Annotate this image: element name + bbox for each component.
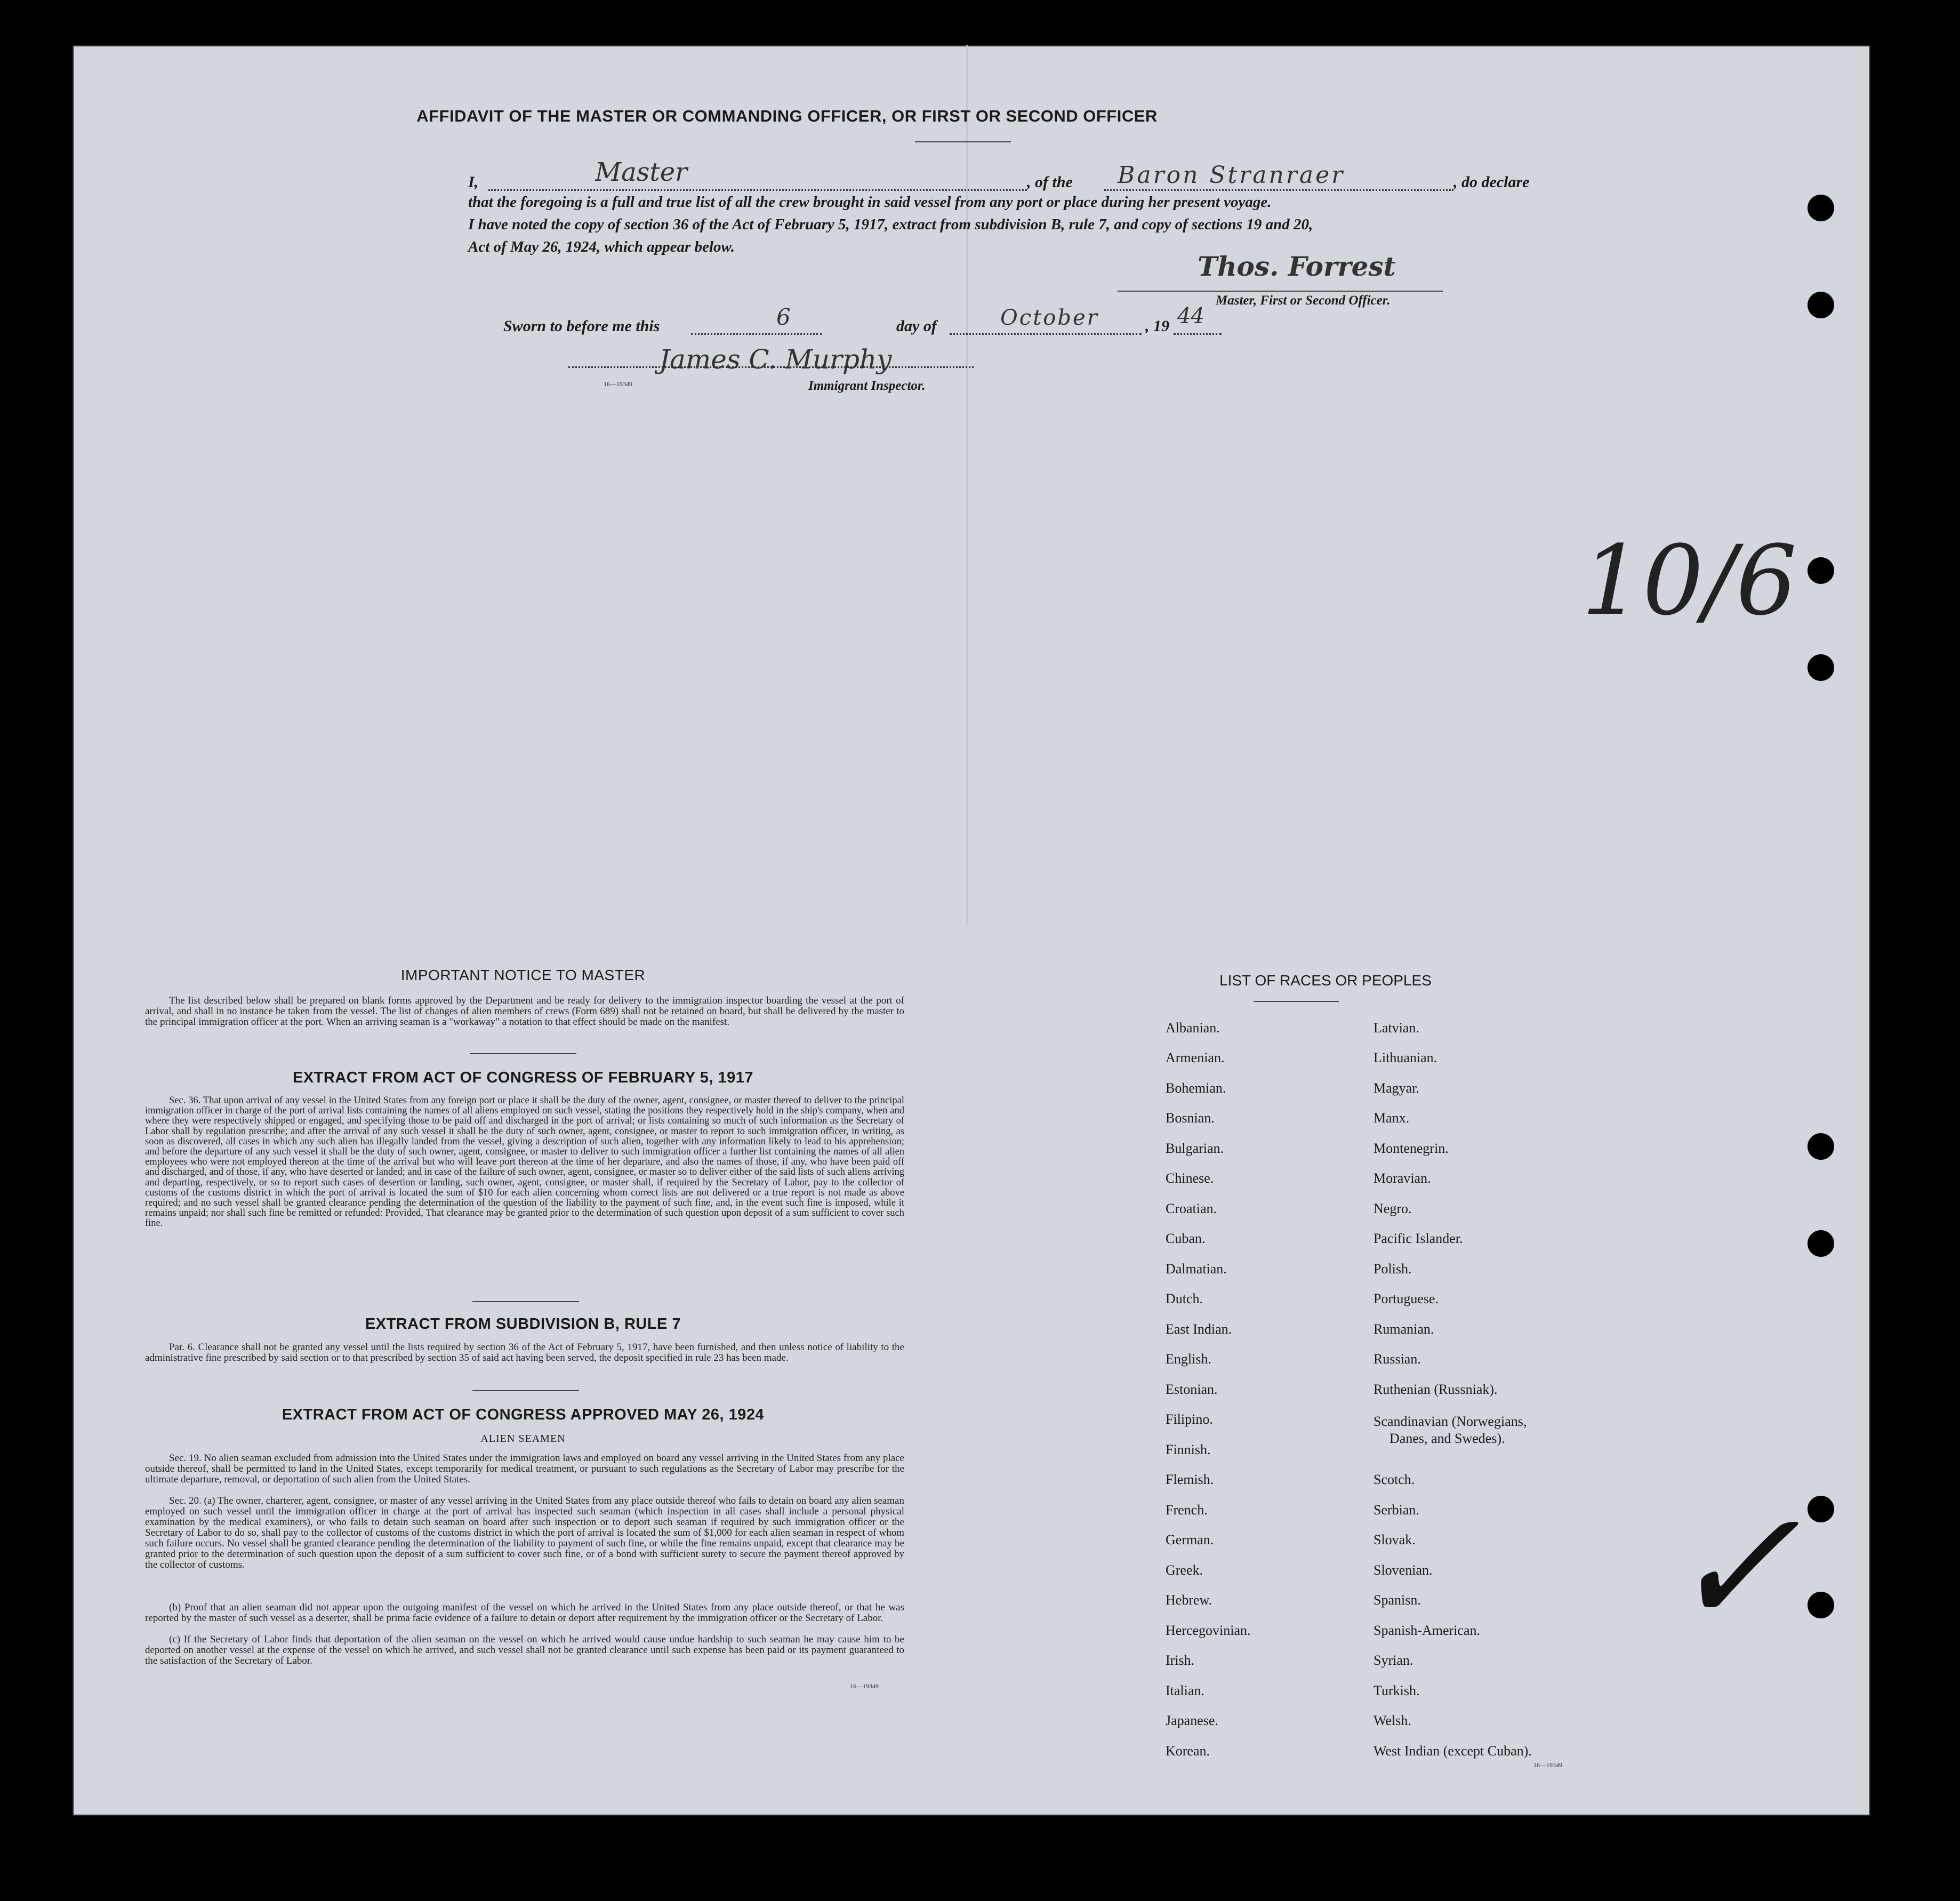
inspector-signature: James C. Murphy: [659, 344, 892, 375]
race-left: Japanese.: [1166, 1713, 1218, 1728]
race-right: Scandinavian (Norwegians,: [1373, 1414, 1527, 1429]
master-signature-line: [1118, 291, 1443, 292]
extract-1917-title: EXTRACT FROM ACT OF CONGRESS OF FEBRUARY 5, 1917: [292, 1069, 754, 1086]
vessel-blank: [1104, 189, 1453, 191]
month-blank: [950, 333, 1142, 335]
extract-1924-form-number: 16—19349: [850, 1682, 879, 1690]
vessel-name-handwritten: Baron Stranraer: [1118, 162, 1345, 189]
rule7-title: EXTRACT FROM SUBDIVISION B, RULE 7: [365, 1316, 681, 1333]
extract-1917-text: Sec. 36. That upon arrival of any vessel in the United States from any foreign port or place it shall be the duty of the owner, agent, consignee, or master thereof to deliver to the principal immigration officer in charge of the port of arrival lists containing the names of all aliens employed on such vessel, stating the positions they respectively hold in the ship's company, when and where they were respectively shipped or engaged, and specifying those to be paid off and discharged in the port of arrival; or lists containing so much of such information as the Secretary of Labor shall by regulation prescribe; and after the arrival of any such vessel it shall be the duty of such owner, agent, consignee, or master to report to such immigration officer, in writing, as soon as discovered, all cases in which any such alien has illegally landed from the vessel, giving a description of such alien, together with any information likely to lead to his apprehension; and before the departure of any such vessel it shall be the duty of such owner, agent, consignee, or master to deliver to such immigration officer a further list containing the names of all alien employees who were not employed thereon at the time of the arrival but who will leave port thereon at the time of her departure, and also the names of those, if any, who have been paid off and discharged, and of those, if any, who have deserted or landed; and in case of the failure of such owner, agent, consignee, or master so to deliver either of the said lists of such aliens arriving and departing, respectively, or so to report such cases of desertion or landing, such owner, agent, consignee, or master shall, if required by the Secretary of Labor, pay to the collector of customs of the customs district in which the port of arrival is located the sum of $10 for each alien concerning whom correct lists are not delivered or a true report is not made as above required; and no such vessel shall be granted clearance pending the determination of the question of the liability to the payment of such fine, and, in the event such fine is imposed, while it remains unpaid; nor shall such fine be remitted or refunded: Provided, That clearance may be granted prior to the determination of such question upon deposit of a sum sufficient to cover such fine.: [145, 1095, 904, 1229]
check-mark-handwritten: ✓: [1667, 1474, 1801, 1661]
race-left: Flemish.: [1166, 1472, 1214, 1487]
affidavit-line-3: I have noted the copy of section 36 of the Act of February 5, 1917, extract from subdivision B, rule 7, and copy of sections 19 and 20,: [468, 216, 1313, 233]
notice-text: The list described below shall be prepared on blank forms approved by the Department and be ready for delivery to the immigration inspector boarding the vessel at the port of arrival, and shall in no instance be taken from the vessel. The list of changes of alien members of crews (Form 689) shall not be retained on board, but shall be delivered by the master to the principal immigration officer at the port. When an arriving seaman is a "workaway" a notation to that effect should be made on the manifest.: [145, 995, 904, 1028]
master-caption: Master, First or Second Officer.: [1216, 293, 1391, 308]
races-form-number: 16—19349: [1533, 1761, 1562, 1769]
punch-hole: [1808, 1592, 1834, 1618]
race-right: West Indian (except Cuban).: [1373, 1743, 1532, 1759]
race-right: Pacific Islander.: [1373, 1231, 1463, 1246]
race-right: Portuguese.: [1373, 1291, 1439, 1306]
race-right: Moravian.: [1373, 1170, 1431, 1186]
race-left: Finnish.: [1166, 1442, 1211, 1457]
extract-1924-subtitle: ALIEN SEAMEN: [480, 1433, 566, 1445]
do-declare-label: , do declare: [1453, 173, 1530, 191]
race-left: Dutch.: [1166, 1291, 1203, 1306]
race-right: Lithuanian.: [1373, 1050, 1437, 1065]
race-right: Latvian.: [1373, 1020, 1419, 1036]
race-left: Bulgarian.: [1166, 1141, 1224, 1156]
race-left: French.: [1166, 1502, 1208, 1518]
race-left: Cuban.: [1166, 1231, 1206, 1246]
race-left: Korean.: [1166, 1743, 1210, 1759]
race-right: Russian.: [1373, 1351, 1421, 1367]
race-right: Spanisn.: [1373, 1592, 1421, 1608]
race-right: Ruthenian (Russniak).: [1373, 1382, 1498, 1397]
race-left: Italian.: [1166, 1683, 1204, 1698]
year-blank: [1174, 333, 1222, 335]
race-left: Irish.: [1166, 1653, 1195, 1668]
race-left: Hercegovinian.: [1166, 1623, 1251, 1638]
punch-hole: [1808, 1230, 1834, 1257]
race-left: Hebrew.: [1166, 1592, 1212, 1608]
race-left: East Indian.: [1166, 1321, 1232, 1337]
punch-hole: [1808, 1133, 1834, 1160]
race-left: Bohemian.: [1166, 1080, 1226, 1096]
sec20a-text: Sec. 20. (a) The owner, charterer, agent, consignee, or master of any vessel arriving in the United States from any place outside thereof who fails to detain on board any alien seaman employed on such vessel until the immigration officer in charge at the port of arrival has inspected such seaman (which inspection in all cases shall include a personal physical examination by the medical examiners), or who fails to detain such seaman on board after such inspection or to deport such seaman if required by such immigration officer or the Secretary of Labor to do so, shall pay to the collector of customs of the customs district in which the port of arrival is located the sum of $1,000 for each alien seaman in respect of whom such failure occurs. No vessel shall be granted clearance pending the determination of the liability to payment of such fine, or while the fine remains unpaid, except that clearance may be granted prior to the determination of such question upon the deposit of a sum sufficient to cover such fine, or of a bond with sufficient surety to secure the payment thereof approved by the collector of customs.: [145, 1495, 904, 1570]
sworn-day: 6: [776, 304, 791, 330]
notice-title: IMPORTANT NOTICE TO MASTER: [400, 967, 646, 983]
fold-line: [966, 45, 968, 925]
name-blank: [488, 189, 1027, 191]
race-right: Montenegrin.: [1373, 1141, 1449, 1156]
master-signature: Thos. Forrest: [1198, 251, 1396, 282]
race-left: English.: [1166, 1351, 1211, 1367]
inspector-form-number: 16—19349: [604, 380, 632, 388]
races-title: LIST OF RACES OR PEOPLES: [1219, 972, 1432, 989]
race-right: Danes, and Swedes).: [1389, 1431, 1505, 1446]
race-left: Greek.: [1166, 1562, 1203, 1578]
race-right: Slovak.: [1373, 1532, 1416, 1547]
punch-hole: [1808, 654, 1834, 681]
race-right: Turkish.: [1373, 1683, 1420, 1698]
race-left: German.: [1166, 1532, 1214, 1547]
sworn-month: October: [1000, 306, 1099, 330]
punch-hole: [1808, 292, 1834, 318]
race-left: Bosnian.: [1166, 1110, 1215, 1126]
date-note-handwritten: 10/6: [1581, 525, 1797, 637]
affidavit-title: AFFIDAVIT OF THE MASTER OR COMMANDING OFFICER, OR FIRST OR SECOND OFFICER: [416, 107, 1158, 125]
race-right: Polish.: [1373, 1261, 1412, 1277]
race-right: Rumanian.: [1373, 1321, 1434, 1337]
race-left: Albanian.: [1166, 1020, 1220, 1036]
year-prefix: , 19: [1145, 317, 1169, 335]
race-left: Armenian.: [1166, 1050, 1225, 1065]
day-of-label: day of: [896, 317, 937, 335]
form-sheet: [73, 45, 1870, 1816]
extract-1917-rule: [472, 1301, 579, 1302]
master-name-handwritten: Master: [595, 157, 688, 187]
title-rule: [915, 141, 1011, 142]
of-the-label: , of the: [1027, 173, 1073, 191]
rule7-rule: [472, 1390, 579, 1391]
race-left: Chinese.: [1166, 1170, 1214, 1186]
race-right: Negro.: [1373, 1201, 1412, 1216]
i-label: I,: [468, 173, 479, 191]
rule7-text: Par. 6. Clearance shall not be granted any vessel until the lists required by section 36 of the Act of February 5, 1917, have been furnished, and then unless notice of liability to the administrative fine prescribed by said section or to that prescribed by section 35 of said act having been served, the deposit specified in rule 23 has been made.: [145, 1342, 904, 1363]
sec20b-text: (b) Proof that an alien seaman did not appear upon the outgoing manifest of the vessel on which he arrived in the United States from any place outside thereof, or that he was reported by the master of such vessel as a deserter, shall be prima facie evidence of a failure to detain or deport after requirement by the immigration officer or the Secretary of Labor.: [145, 1602, 904, 1624]
race-right: Scotch.: [1373, 1472, 1415, 1487]
extract-1924-title: EXTRACT FROM ACT OF CONGRESS APPROVED MAY 26, 1924: [282, 1406, 765, 1423]
sworn-label: Sworn to before me this: [503, 317, 660, 335]
race-right: Manx.: [1373, 1110, 1410, 1126]
sec19-text: Sec. 19. No alien seaman excluded from admission into the United States under the immigration laws and employed on board any vessel arriving in the United States from any place outside thereof, shall be permitted to land in the United States, except temporarily for medical treatment, or pursuant to such regulations as the Secretary of Labor may prescribe for the ultimate departure, removal, or deportation of such alien from the United States.: [145, 1453, 904, 1485]
punch-hole: [1808, 1496, 1834, 1522]
affidavit-line-4: Act of May 26, 1924, which appear below.: [468, 238, 735, 255]
race-right: Spanish-American.: [1373, 1623, 1481, 1638]
race-right: Welsh.: [1373, 1713, 1411, 1728]
race-left: Filipino.: [1166, 1411, 1213, 1427]
races-rule: [1254, 1001, 1339, 1002]
notice-rule: [470, 1053, 576, 1054]
day-blank: [691, 333, 822, 335]
race-left: Dalmatian.: [1166, 1261, 1227, 1277]
race-right: Syrian.: [1373, 1653, 1413, 1668]
race-right: Serbian.: [1373, 1502, 1419, 1518]
punch-hole: [1808, 557, 1834, 584]
sec20c-text: (c) If the Secretary of Labor finds that deportation of the alien seaman on the vessel on which he arrived would cause undue hardship to such seaman he may cause him to be deported on another vessel at the expense of the vessel on which he arrived, and such vessel shall not be granted clearance until such expense has been paid or its payment guaranteed to the satisfaction of the Secretary of Labor.: [145, 1634, 904, 1666]
race-right: Slovenian.: [1373, 1562, 1433, 1578]
race-right: Magyar.: [1373, 1080, 1419, 1096]
race-left: Estonian.: [1166, 1382, 1218, 1397]
affidavit-line-2: that the foregoing is a full and true list of all the crew brought in said vessel from any port or place during her present voyage.: [468, 194, 1272, 211]
inspector-caption: Immigrant Inspector.: [808, 379, 926, 393]
year-suffix: 44: [1177, 304, 1204, 328]
race-left: Croatian.: [1166, 1201, 1217, 1216]
punch-hole: [1808, 195, 1834, 221]
